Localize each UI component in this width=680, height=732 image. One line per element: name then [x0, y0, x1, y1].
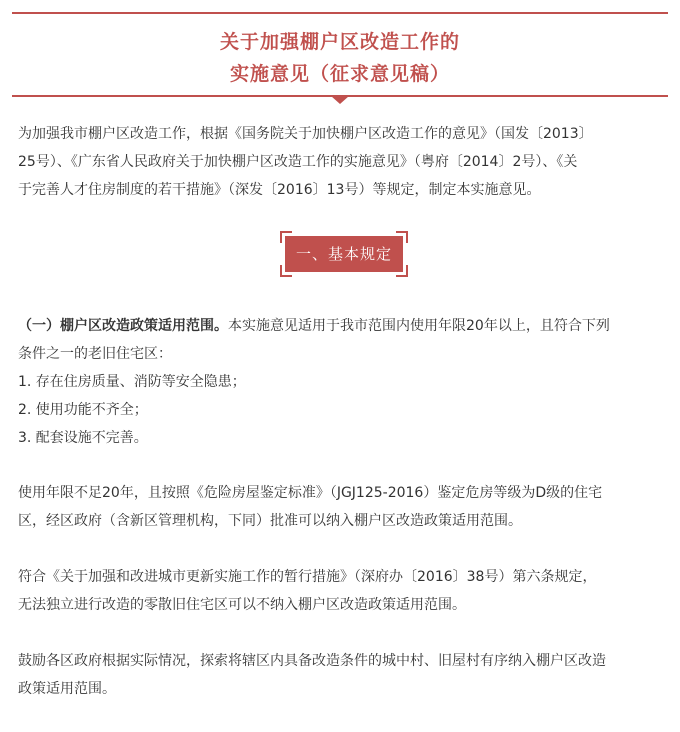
section-heading: 一、基本规定 [285, 236, 403, 272]
clause-1-lead: （一）棚户区改造政策适用范围。 [18, 318, 228, 334]
paragraph-4-line-1: 鼓励各区政府根据实际情况，探索将辖区内具备改造条件的城中村、旧屋村有序纳入棚户区改造 [18, 653, 606, 669]
intro-line-1: 为加强我市棚户区改造工作，根据《国务院关于加快棚户区改造工作的意见》（国发〔2013〕 [18, 126, 593, 142]
intro-paragraph [18, 120, 668, 204]
title-notch-marker [331, 96, 349, 104]
paragraph-2-line-1: 使用年限不足20年，且按照《危险房屋鉴定标准》（JGJ125-2016）鉴定危房等级为D级的住宅 [18, 485, 603, 501]
section-heading-frame [280, 231, 408, 277]
clause-1-item-1: 1. 存在住房质量、消防等安全隐患； [18, 374, 246, 390]
paragraph-2 [18, 479, 668, 535]
clause-1-item-3: 3. 配套设施不完善。 [18, 430, 148, 446]
paragraph-3-line-1: 符合《关于加强和改进城市更新实施工作的暂行措施》（深府办〔2016〕38号）第六条规定， [18, 569, 597, 585]
title-top-divider [12, 12, 668, 14]
clause-1-line-1-rest: 本实施意见适用于我市范围内使用年限20年以上，且符合下列 [228, 318, 610, 334]
intro-line-2: 25号）、《广东省人民政府关于加快棚户区改造工作的实施意见》（粤府〔2014〕2号）、《关 [18, 154, 578, 170]
paragraph-4-line-2: 政策适用范围。 [18, 681, 116, 697]
page-title [0, 26, 680, 90]
clause-1-paragraph [18, 312, 668, 452]
clause-1-line-2: 条件之一的老旧住宅区： [18, 346, 172, 362]
paragraph-3 [18, 563, 668, 619]
paragraph-2-line-2: 区，经区政府（含新区管理机构，下同）批准可以纳入棚户区改造政策适用范围。 [18, 513, 522, 529]
clause-1-line-1 [18, 312, 668, 340]
intro-line-3: 于完善人才住房制度的若干措施》（深发〔2016〕13号）等规定，制定本实施意见。 [18, 182, 541, 198]
page-title-line-2: 实施意见（征求意见稿） [229, 63, 450, 85]
page-title-line-1: 关于加强棚户区改造工作的 [219, 31, 460, 53]
paragraph-3-line-2: 无法独立进行改造的零散旧住宅区可以不纳入棚户区改造政策适用范围。 [18, 597, 466, 613]
paragraph-4 [18, 647, 668, 703]
clause-1-item-2: 2. 使用功能不齐全； [18, 402, 148, 418]
